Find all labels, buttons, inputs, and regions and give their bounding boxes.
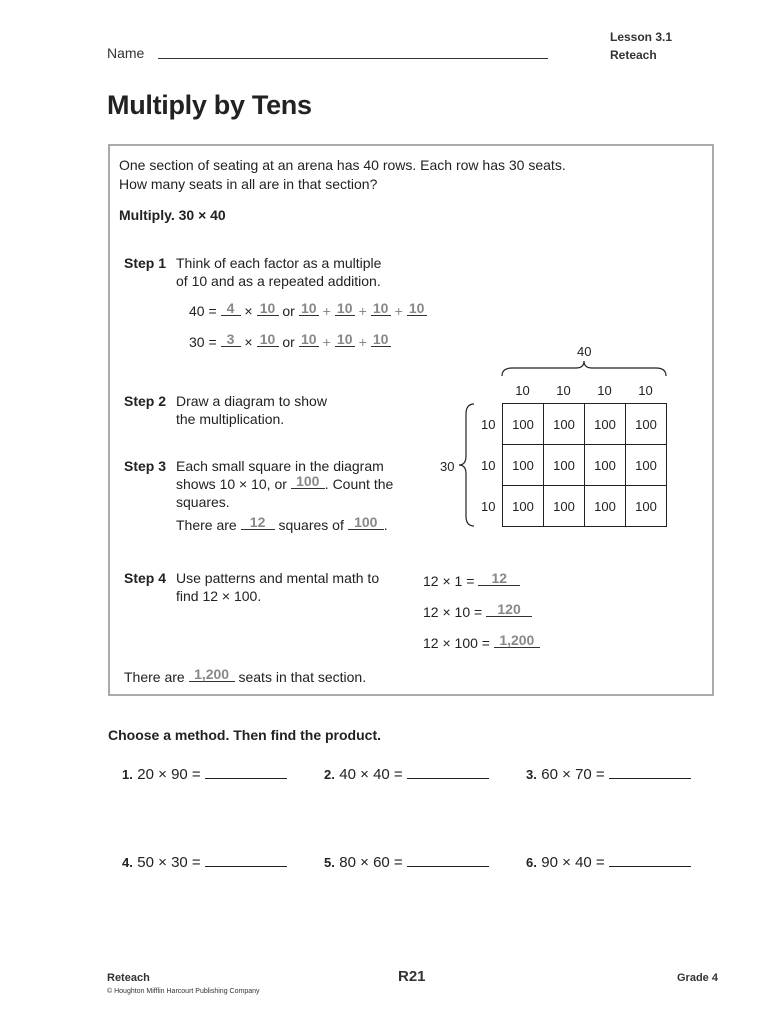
conclusion-pre: There are (124, 669, 185, 685)
step3-there-post: . (383, 517, 388, 533)
step3-text-3: squares. (176, 494, 230, 510)
grid-cell: 100 (544, 445, 585, 486)
eq30-base: 10 (257, 332, 279, 347)
footer-copyright: © Houghton Mifflin Harcourt Publishing Company (107, 988, 260, 995)
eq40-lhs: 40 = (189, 303, 217, 319)
problem-number: 4. (122, 855, 133, 870)
step1-equation-30: 30 = 3 × 10 or 10 + 10 + 10 (189, 333, 391, 351)
pattern-answer: 120 (486, 602, 532, 617)
problem-expression: 90 × 40 = (541, 854, 605, 871)
problem-number: 2. (324, 767, 335, 782)
problem-6 (526, 854, 691, 872)
step3-there-are (176, 516, 388, 534)
step3-text-2-post: . Count the (324, 476, 394, 492)
eq30-factor: 3 (221, 332, 241, 347)
intro-line-2: How many seats in all are in that section? (119, 176, 378, 192)
grid-cell: 100 (626, 445, 667, 486)
problem-4 (122, 854, 287, 872)
lesson-type: Reteach (610, 48, 657, 62)
step3-answer-100: 100 (291, 474, 325, 489)
page-number: R21 (398, 968, 426, 985)
problem-2 (324, 766, 489, 784)
step3-answer-100b: 100 (348, 515, 384, 530)
side-brace (458, 402, 476, 528)
grid-row (503, 486, 667, 527)
grid-cell: 100 (544, 404, 585, 445)
eq40-factor: 4 (221, 301, 241, 316)
grid-cell: 100 (585, 486, 626, 527)
problem-expression: 80 × 60 = (339, 854, 403, 871)
step2-text-1: Draw a diagram to show (176, 393, 327, 409)
step1-label: Step 1 (124, 255, 167, 271)
eq30-term: 10 (371, 332, 391, 347)
step2-label: Step 2 (124, 393, 167, 409)
step2-text-2: the multiplication. (176, 411, 285, 427)
problem-number: 5. (324, 855, 335, 870)
answer-blank[interactable] (407, 866, 489, 867)
grid-cell: 100 (503, 404, 544, 445)
column-header: 10 (556, 383, 571, 398)
grid-cell: 100 (503, 445, 544, 486)
problem-5 (324, 854, 489, 872)
answer-blank[interactable] (407, 778, 489, 779)
eq30-or: or (282, 334, 295, 350)
pattern-lhs: 12 × 100 = (423, 635, 490, 651)
eq30-term: 10 (299, 332, 319, 347)
area-model-grid (502, 403, 667, 527)
step3-text-2 (176, 475, 393, 493)
step4-text-1: Use patterns and mental math to (176, 570, 380, 586)
diagram-side-total: 30 (440, 459, 455, 474)
name-label: Name (107, 45, 145, 61)
step3-text-2-pre: shows 10 × 10, or (176, 476, 287, 492)
step1-equation-40: 40 = 4 × 10 or 10 + 10 + 10 + 10 (189, 302, 427, 320)
problem-3 (526, 766, 691, 784)
step1-text-1: Think of each factor as a multiple (176, 255, 382, 271)
grid-row (503, 404, 667, 445)
step4-text-2: find 12 × 100. (176, 588, 262, 604)
column-header: 10 (515, 383, 530, 398)
problem-expression: 50 × 30 = (137, 854, 201, 871)
problem-1 (122, 766, 287, 784)
step3-answer-12: 12 (241, 515, 275, 530)
grid-cell: 100 (626, 404, 667, 445)
pattern-answer: 1,200 (494, 633, 540, 648)
footer-left: Reteach (107, 972, 150, 984)
grid-cell: 100 (503, 486, 544, 527)
pattern-equation (423, 603, 532, 621)
row-header: 10 (481, 417, 496, 432)
pattern-lhs: 12 × 10 = (423, 604, 483, 620)
answer-blank[interactable] (205, 778, 287, 779)
step3-there-pre: There are (176, 517, 237, 533)
answer-blank[interactable] (205, 866, 287, 867)
footer-grade: Grade 4 (677, 972, 718, 984)
eq30-times: × (244, 334, 253, 350)
conclusion-post: seats in that section. (238, 669, 367, 685)
column-headers (502, 383, 666, 398)
eq30-term: 10 (335, 332, 355, 347)
problem-expression: 60 × 70 = (541, 766, 605, 783)
page-title: Multiply by Tens (107, 90, 312, 120)
column-header: 10 (597, 383, 612, 398)
row-header: 10 (481, 458, 496, 473)
diagram-top-total: 40 (577, 344, 592, 359)
step3-text-1: Each small square in the diagram (176, 458, 384, 474)
grid-cell: 100 (626, 486, 667, 527)
grid-cell: 100 (544, 486, 585, 527)
grid-cell: 100 (585, 404, 626, 445)
lesson-number: Lesson 3.1 (610, 30, 673, 44)
problem-number: 1. (122, 767, 133, 782)
pattern-lhs: 12 × 1 = (423, 573, 475, 589)
eq40-times: × (244, 303, 253, 319)
eq40-base: 10 (257, 301, 279, 316)
answer-blank[interactable] (609, 778, 691, 779)
row-header: 10 (481, 499, 496, 514)
problem-expression: 40 × 40 = (339, 766, 403, 783)
grid-cell: 100 (585, 445, 626, 486)
name-line[interactable] (158, 58, 548, 59)
conclusion (124, 668, 366, 686)
lesson-info (610, 28, 672, 64)
answer-blank[interactable] (609, 866, 691, 867)
problem-expression: 20 × 90 = (137, 766, 201, 783)
problem-number: 3. (526, 767, 537, 782)
grid-row (503, 445, 667, 486)
conclusion-answer: 1,200 (189, 667, 235, 682)
eq40-or: or (282, 303, 295, 319)
step3-there-mid: squares of (278, 517, 344, 533)
step4-label: Step 4 (124, 570, 167, 586)
eq30-lhs: 30 = (189, 334, 217, 350)
top-brace (500, 360, 670, 378)
eq40-term: 10 (371, 301, 391, 316)
multiply-statement: Multiply. 30 × 40 (119, 207, 226, 223)
step1-text-2: of 10 and as a repeated addition. (176, 273, 381, 289)
practice-instruction: Choose a method. Then find the product. (108, 727, 381, 743)
step3-label: Step 3 (124, 458, 167, 474)
intro-line-1: One section of seating at an arena has 40 rows. Each row has 30 seats. (119, 157, 566, 173)
eq40-term: 10 (335, 301, 355, 316)
pattern-equation (423, 572, 520, 590)
problem-number: 6. (526, 855, 537, 870)
pattern-answer: 12 (478, 571, 520, 586)
pattern-equation (423, 634, 540, 652)
eq40-term: 10 (299, 301, 319, 316)
column-header: 10 (638, 383, 653, 398)
eq40-term: 10 (407, 301, 427, 316)
